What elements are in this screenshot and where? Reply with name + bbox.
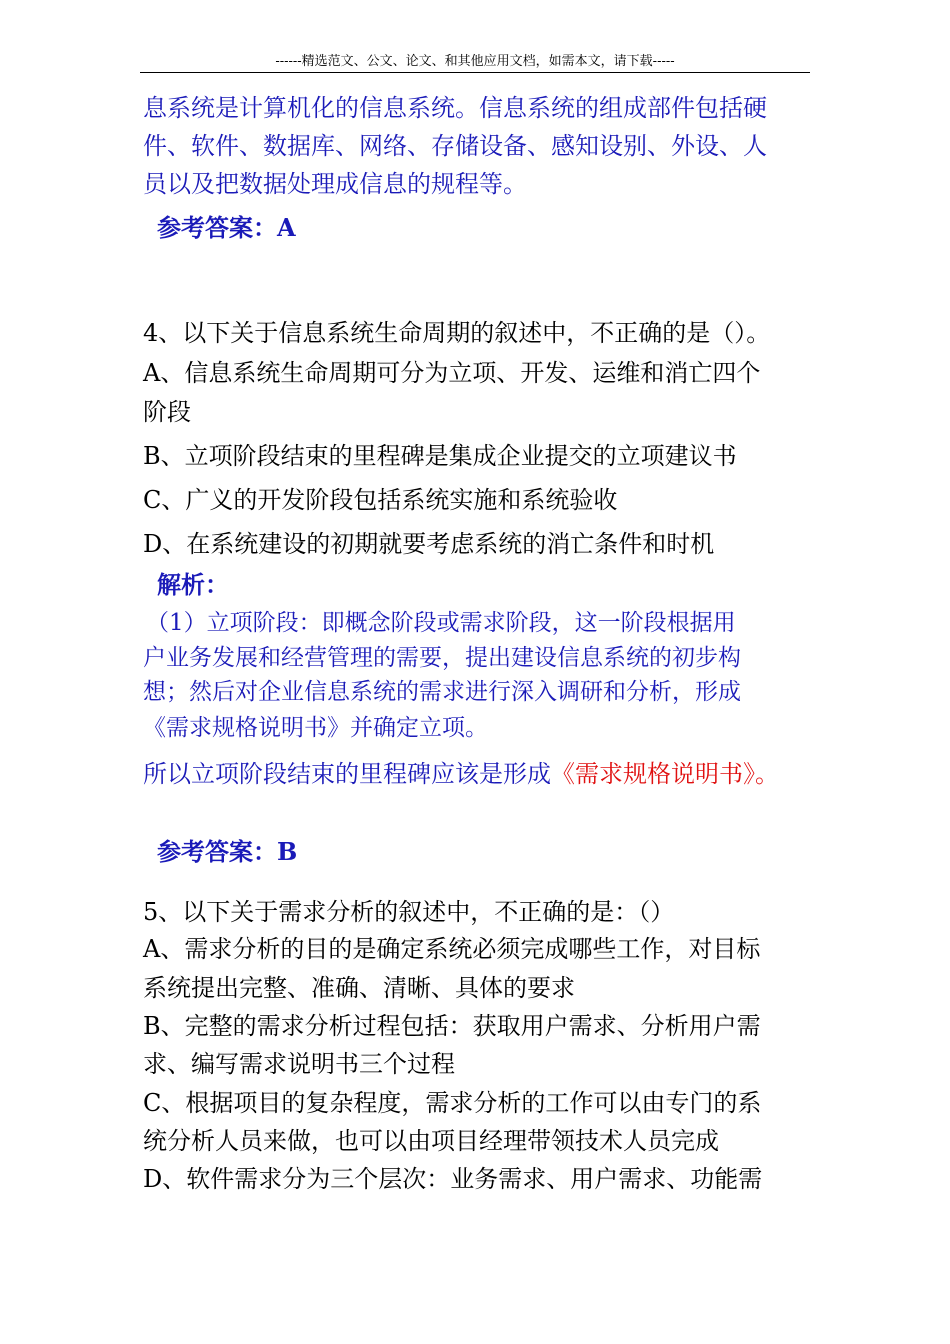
answer-q4: 参考答案：B xyxy=(157,837,298,866)
q4-stem: 4、以下关于信息系统生命周期的叙述中，不正确的是（）。 xyxy=(143,319,771,347)
q4-analysis-line-1: （1）立项阶段：即概念阶段或需求阶段，这一阶段根据用 xyxy=(146,610,736,636)
q4-conclusion-highlight: 《需求规格说明书》。 xyxy=(551,760,779,788)
q4-option-d: D、在系统建设的初期就要考虑系统的消亡条件和时机 xyxy=(143,530,715,558)
intro-line-1: 息系统是计算机化的信息系统。信息系统的组成部件包括硬 xyxy=(143,94,767,122)
page-header: ------精选范文、公文、论文、和其他应用文档，如需本文，请下载----- xyxy=(275,54,675,69)
q4-option-a-line-1: A、信息系统生命周期可分为立项、开发、运维和消亡四个 xyxy=(143,359,761,387)
header-divider xyxy=(140,72,810,73)
q5-option-c-line-1: C、根据项目的复杂程度，需求分析的工作可以由专门的系 xyxy=(143,1089,762,1117)
q4-analysis-line-4: 《需求规格说明书》并确定立项。 xyxy=(143,715,488,741)
q5-option-d-line-1: D、软件需求分为三个层次：业务需求、用户需求、功能需 xyxy=(143,1165,763,1193)
intro-line-3: 员以及把数据处理成信息的规程等。 xyxy=(143,170,527,198)
q5-option-b-line-2: 求、编写需求说明书三个过程 xyxy=(143,1050,455,1078)
q5-stem: 5、以下关于需求分析的叙述中，不正确的是：（） xyxy=(143,898,675,926)
q4-option-a-line-2: 阶段 xyxy=(143,398,191,426)
q4-option-b: B、立项阶段结束的里程碑是集成企业提交的立项建议书 xyxy=(143,442,737,470)
q4-analysis-line-3: 想；然后对企业信息系统的需求进行深入调研和分析，形成 xyxy=(143,679,741,705)
answer-q3: 参考答案：A xyxy=(157,213,296,242)
q4-conclusion-prefix: 所以立项阶段结束的里程碑应该是形成 xyxy=(143,760,551,788)
intro-line-2: 件、软件、数据库、网络、存储设备、感知设别、外设、人 xyxy=(143,132,767,160)
q4-analysis-label: 解析： xyxy=(157,570,229,599)
q5-option-c-line-2: 统分析人员来做，也可以由项目经理带领技术人员完成 xyxy=(143,1127,719,1155)
q5-option-a-line-1: A、需求分析的目的是确定系统必须完成哪些工作，对目标 xyxy=(143,935,761,963)
q4-option-c: C、广义的开发阶段包括系统实施和系统验收 xyxy=(143,486,618,514)
q5-option-b-line-1: B、完整的需求分析过程包括：获取用户需求、分析用户需 xyxy=(143,1012,761,1040)
q4-conclusion xyxy=(143,759,779,789)
q5-option-a-line-2: 系统提出完整、准确、清晰、具体的要求 xyxy=(143,974,575,1002)
q4-analysis-line-2: 户业务发展和经营管理的需要，提出建设信息系统的初步构 xyxy=(143,645,741,671)
